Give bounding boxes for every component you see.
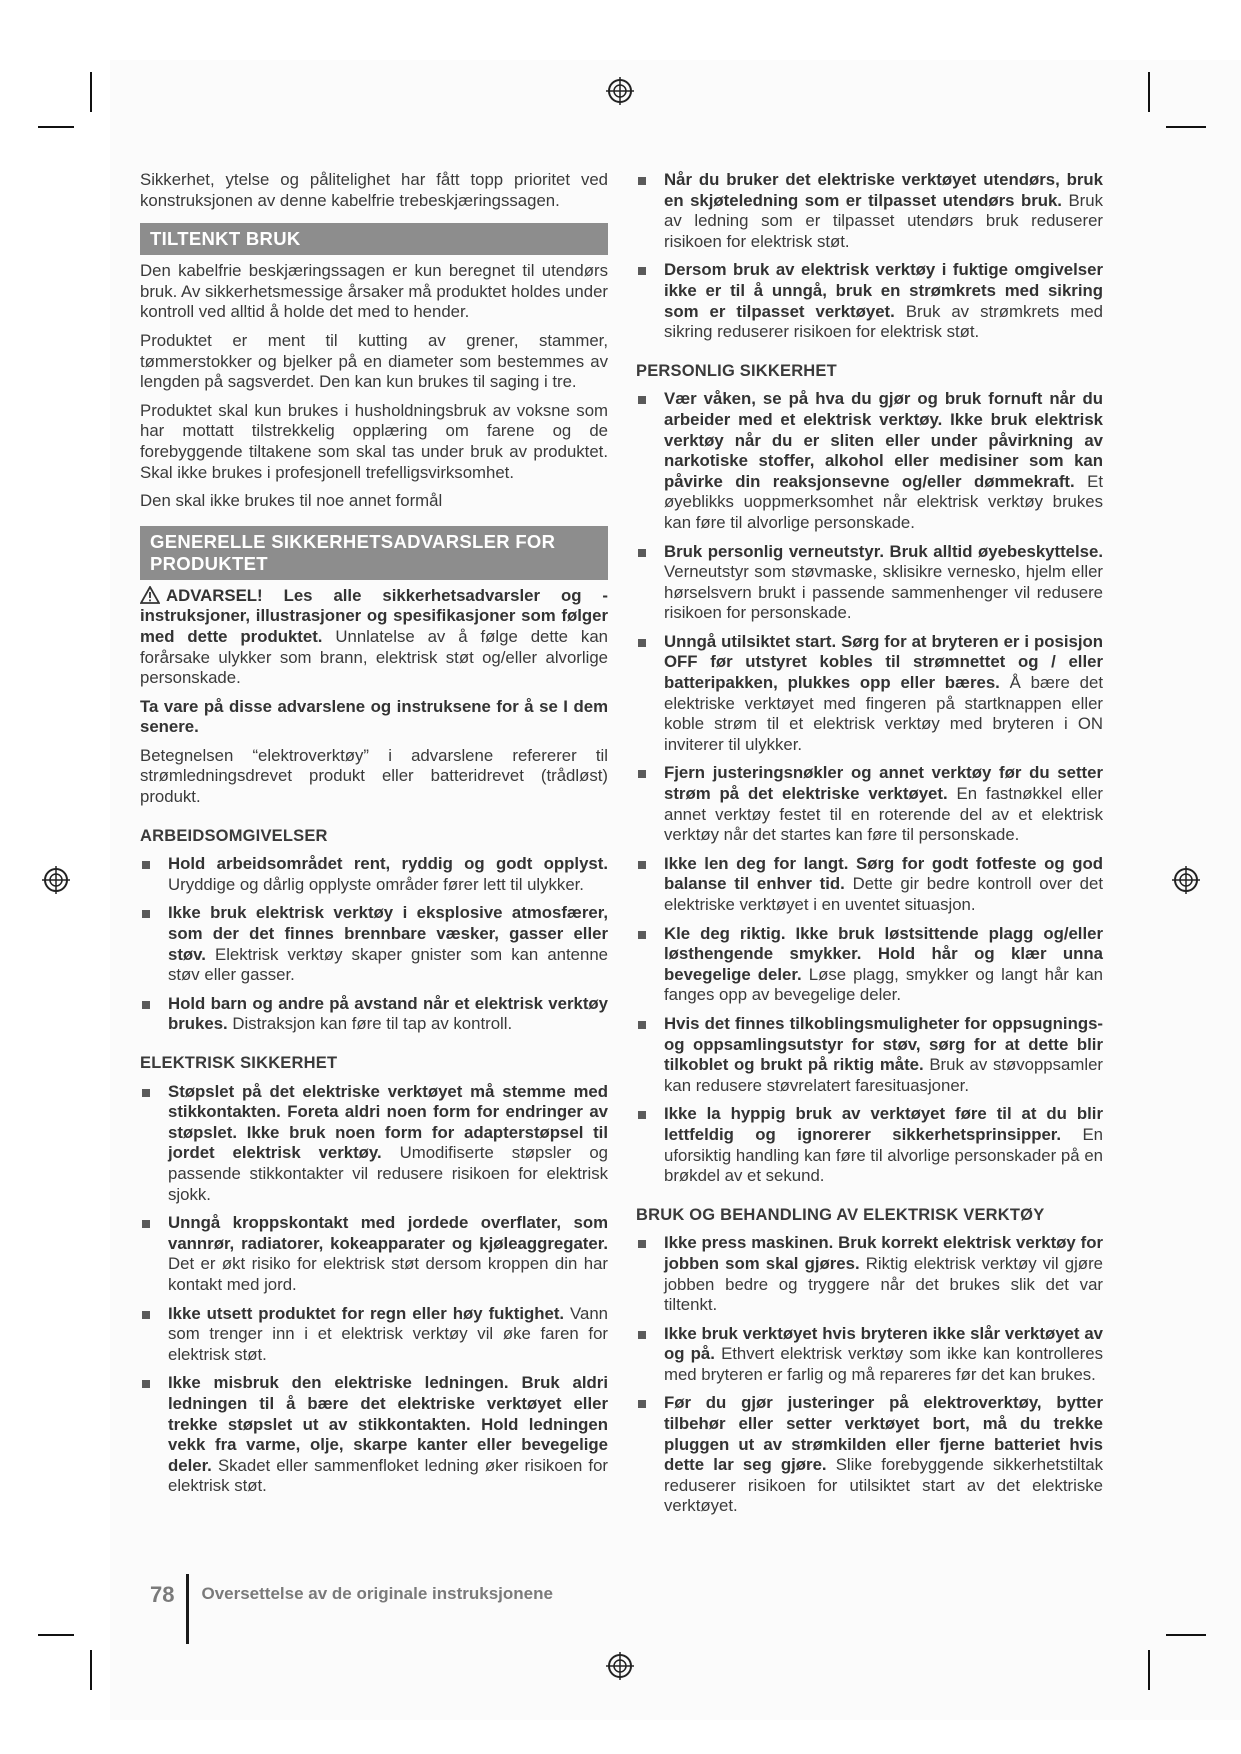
item-bold: Ikke bruk verktøyet hvis bryteren ikke slår verktøyet av og på.: [664, 1323, 1103, 1364]
registration-mark-icon: [606, 77, 634, 105]
item-text: Elektrisk verktøy skaper gnister som kan antenne støv eller gasser.: [168, 944, 608, 985]
item-text: Verneutstyr som støvmaske, sklisikre vernesko, hjelm eller hørselsvern brukt i passende sammenhenger vil redusere risikoen for personskade.: [664, 562, 1103, 623]
list-item: [636, 1233, 1103, 1315]
list-item: [140, 903, 608, 985]
list-item: [636, 1014, 1103, 1096]
footer-divider: [186, 1574, 189, 1644]
item-text: Umodifiserte støpsler og passende stikkontakter vil redusere risikoen for elektrisk sjokk.: [168, 1143, 608, 1204]
item-bold: Ikke len deg for langt. Sørg for godt fotfeste og god balanse til enhver tid.: [664, 853, 1103, 894]
item-text: En fastnøkkel eller annet verktøy festet til en roterende del av et elektrisk verktøy når det startes kan føre til personskade.: [664, 784, 1103, 845]
list-item: [140, 854, 608, 895]
item-bold: Dersom bruk av elektrisk verktøy i fuktige omgivelser ikke er til å unngå, bruk en strømkrets med sikring som er tilpasset verktøyet.: [664, 260, 1103, 321]
left-column: [140, 170, 608, 1505]
item-text: Et øyeblikks uoppmerksomhet når elektrisk verktøy brukes kan føre til alvorlige personskade.: [664, 471, 1103, 532]
warning-bold: ADVARSEL! Les alle sikkerhetsadvarsler og -instruksjoner, illustrasjoner og spesifikasjoner som følger med dette produktet.: [140, 585, 608, 646]
item-text: Dette gir bedre kontroll over det elektriske verktøyet i en uventet situasjon.: [664, 874, 1104, 914]
paragraph: Den kabelfrie beskjæringssagen er kun beregnet til utendørs bruk. Av sikkerhetsmessige årsaker må produktet holdes under kontroll ved alltid å holde det med to hender.: [140, 261, 608, 322]
section-title-general-warnings: GENERELLE SIKKERHETSADVARSLER FOR PRODUKTET: [140, 526, 608, 580]
item-bold: Hold arbeidsområdet rent, ryddig og godt opplyst.: [168, 854, 608, 874]
item-text: Uryddige og dårlig opplyste områder fører lett til ulykker.: [168, 874, 584, 894]
footer-text: Oversettelse av de originale instruksjonene: [201, 1584, 553, 1603]
item-text: Å bære det elektriske verktøyet med fingeren på startknappen eller koble strøm til et elektrisk verktøy med bryteren i ON inviterer til ulykker.: [664, 673, 1103, 754]
item-bold: Kle deg riktig. Ikke bruk løstsittende plagg og/eller løsthengende smykker. Hold hår og klær unna bevegelige deler.: [664, 923, 1103, 984]
warning-triangle-icon: [140, 586, 160, 604]
right-column: [636, 170, 1103, 1525]
item-text: Skadet eller sammenfloket ledning øker risikoen for elektrisk støt.: [168, 1455, 608, 1496]
list-item: [636, 1393, 1103, 1517]
heading-work-area: ARBEIDSOMGIVELSER: [140, 826, 328, 845]
registration-mark-icon: [42, 866, 70, 894]
item-text: Slike forebyggende sikkerhetstiltak reduserer risikoen for utilsiktet start av det elektriske verktøyet.: [664, 1455, 1103, 1516]
crop-mark: [1166, 1634, 1206, 1636]
list-item: [636, 260, 1103, 342]
list-item: [636, 632, 1103, 756]
intro-paragraph: Sikkerhet, ytelse og pålitelighet har fått topp prioritet ved konstruksjonen av denne kabelfrie trebeskjæringssagen.: [140, 170, 608, 210]
item-bold: Vær våken, se på hva du gjør og bruk fornuft når du arbeider med et elektrisk verktøy. Ikke bruk elektrisk verktøy når du er sliten eller under påvirkning av narkotiske stoffer, alkohol eller medisiner som kan påvirke din reaksjonsevne og/eller dømmekraft.: [664, 389, 1103, 491]
list-item: [636, 1104, 1103, 1186]
crop-mark: [90, 1650, 92, 1690]
list-item: [140, 1304, 608, 1366]
item-bold: Støpslet på det elektriske verktøyet må stemme med stikkontakten. Foreta aldri noen form for endringer av støpslet. Ikke bruk noen form for adapterstøpsel til jordet elektrisk verktøy.: [168, 1081, 608, 1163]
item-bold: Ikke press maskinen. Bruk korrekt elektrisk verktøy for jobben som skal gjøres.: [664, 1233, 1103, 1273]
list-item: [636, 854, 1103, 916]
item-text: Bruk av strømkrets med sikring reduserer risikoen for elektrisk støt.: [664, 301, 1103, 342]
warning-text: Unnlatelse av å følge dette kan forårsake ulykker som brann, elektrisk støt og/eller alvorlige personskade.: [140, 626, 608, 688]
list-item: [140, 1082, 608, 1206]
item-bold: Bruk personlig verneutstyr. Bruk alltid øyebeskyttelse.: [664, 541, 1103, 561]
personal-list: [636, 389, 1103, 1186]
list-item: [636, 1324, 1103, 1386]
crop-mark: [1148, 72, 1150, 112]
item-text: Ethvert elektrisk verktøy som ikke kan kontrolleres med bryteren er farlig og må repareres før det kan brukes.: [664, 1344, 1103, 1384]
item-bold: Ikke utsett produktet for regn eller høy fuktighet.: [168, 1303, 565, 1323]
item-bold: Hold barn og andre på avstand når et elektrisk verktøy brukes.: [168, 993, 608, 1034]
list-item: [140, 994, 608, 1035]
list-item: [140, 1373, 608, 1497]
item-text: Bruk av støvoppsamler kan redusere støvrelatert faresituasjoner.: [664, 1055, 1103, 1095]
item-bold: Ikke misbruk den elektriske ledningen. Bruk aldri ledningen til å bære det elektriske verktøyet eller trekke støpslet ut av stikkontakten. Hold ledningen vekk fra varme, olje, skarpe kanter eller bevegelige deler.: [168, 1373, 608, 1475]
page-footer: [150, 1574, 553, 1644]
electrical-list: [140, 1082, 608, 1497]
registration-mark-icon: [1172, 866, 1200, 894]
warning-paragraph: [140, 586, 608, 689]
heading-electrical-safety: ELEKTRISK SIKKERHET: [140, 1054, 338, 1072]
work-area-list: [140, 854, 608, 1035]
item-text: Riktig elektrisk verktøy vil gjøre jobben bedre og tryggere når det brukes slik det var tiltenkt.: [664, 1253, 1103, 1315]
paragraph: Den skal ikke brukes til noe annet formål: [140, 491, 443, 511]
item-bold: Fjern justeringsnøkler og annet verktøy før du setter strøm på det elektriske verktøyet.: [664, 763, 1103, 804]
list-item: [636, 170, 1103, 252]
heading-tool-use-and-care: BRUK OG BEHANDLING AV ELEKTRISK VERKTØY: [636, 1205, 1045, 1224]
registration-mark-icon: [606, 1652, 634, 1680]
care-bold: Ta vare på disse advarslene og instruksene for å se I dem senere.: [140, 696, 608, 737]
item-text: Løse plagg, smykker og langt hår kan fanges opp av bevegelige deler.: [664, 964, 1103, 1005]
crop-mark: [38, 1634, 74, 1636]
list-item: [636, 542, 1103, 624]
handling-list: [636, 1233, 1103, 1517]
crop-mark: [1166, 126, 1206, 128]
page-number: 78: [150, 1582, 175, 1607]
item-text: Distraksjon kan føre til tap av kontroll.: [232, 1014, 513, 1034]
crop-mark: [38, 126, 74, 128]
paragraph: Produktet skal kun brukes i husholdningsbruk av voksne som har mottatt tilstrekkelig opplæring om farene og de forebyggende tiltakene som skal tas under bruk av produktet. Skal ikke brukes i profesjonell trefelligsvirksomhet.: [140, 400, 608, 482]
item-bold: Når du bruker det elektriske verktøyet utendørs, bruk en skjøteledning som er tilpasset utendørs bruk.: [664, 170, 1103, 210]
item-bold: Ikke bruk elektrisk verktøy i eksplosive atmosfærer, som der det finnes brennbare væsker, gasser eller støv.: [168, 903, 608, 964]
crop-mark: [90, 72, 92, 112]
electrical-list-continued: [636, 170, 1103, 343]
section-title-intended-use: TILTENKT BRUK: [140, 223, 608, 255]
item-text: Det er økt risiko for elektrisk støt dersom kroppen din har kontakt med jord.: [168, 1254, 608, 1294]
item-bold: Hvis det finnes tilkoblingsmuligheter for oppsugnings- og oppsamlingsutstyr for støv, sørg for at dette blir tilkoblet og brukt på riktig måte.: [664, 1013, 1103, 1075]
list-item: [636, 924, 1103, 1006]
list-item: [636, 389, 1103, 533]
heading-personal-safety: PERSONLIG SIKKERHET: [636, 361, 837, 380]
item-bold: Unngå utilsiktet start. Sørg for at bryteren er i posisjon OFF før utstyret kobles til strømnettet og / eller batteripakken, plukkes opp eller bæres.: [664, 631, 1103, 693]
crop-mark: [1148, 1650, 1150, 1690]
item-bold: Ikke la hyppig bruk av verktøyet føre til at du blir lettfeldig og ignorerer sikkerhetsprinsipper.: [664, 1104, 1103, 1144]
item-text: En uforsiktig handling kan føre til alvorlige personskader på en brøkdel av et sekund.: [664, 1124, 1103, 1186]
item-bold: Unngå kroppskontakt med jordede overflater, som vannrør, radiatorer, kokeapparater og kjøleaggregater.: [168, 1213, 608, 1253]
care-paragraph: [140, 697, 608, 738]
list-item: [636, 763, 1103, 845]
item-text: Bruk av ledning som er tilpasset utendørs bruk reduserer risikoen for elektrisk støt.: [664, 190, 1103, 251]
paragraph: Produktet er ment til kutting av grener, stammer, tømmerstokker og bjelker på en diameter som bestemmes av lengden på sagsverdet. Den kan kun brukes til saging i tre.: [140, 330, 608, 392]
definition-paragraph: Betegnelsen “elektroverktøy” i advarslene refererer til strømledningsdrevet produkt eller batteridrevet (trådløst) produkt.: [140, 745, 608, 807]
list-item: [140, 1213, 608, 1295]
item-text: Vann som trenger inn i et elektrisk verktøy vil øke faren for elektrisk støt.: [168, 1303, 608, 1364]
item-bold: Før du gjør justeringer på elektroverktøy, bytter tilbehør eller setter verktøyet bort, må du trekke pluggen ut av strømkilden eller fjerne batteriet hvis dette lar seg gjøre.: [664, 1393, 1103, 1475]
